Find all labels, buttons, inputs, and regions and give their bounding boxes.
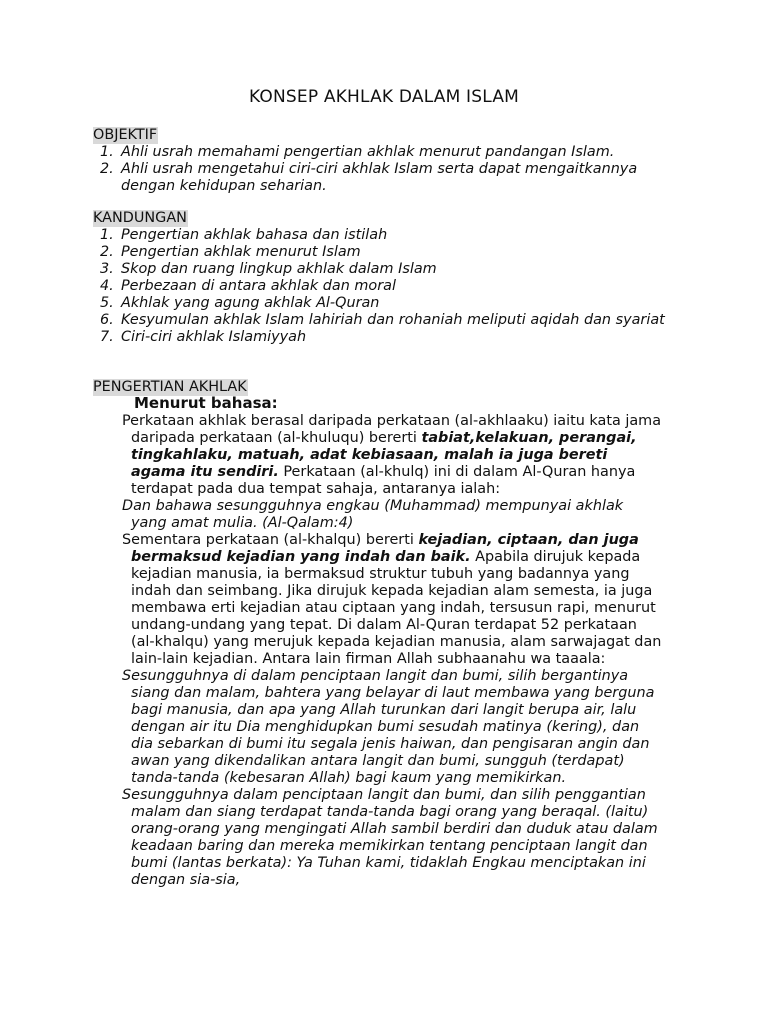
list-item: 4. Perbezaan di antara akhlak dan moral xyxy=(100,278,396,294)
list-item: 1. Ahli usrah memahami pengertian akhlak menurut pandangan Islam. xyxy=(100,144,615,160)
quote-3: Sesungguhnya dalam penciptaan langit dan bumi, dan silih penggantian malam dan siang terdapat tanda-tanda bagi orang yang beraqal. (laitu) orang-orang yang mengingati Allah sambil berdiri dan duduk atau dalam keadaan baring dan mereka memikirkan tentang penciptaan langit dan bumi (lantas berkata): Ya Tuhan kami, tidaklah Engkau menciptakan ini dengan sia-sia, xyxy=(122,787,658,888)
kandungan-list xyxy=(93,227,673,346)
paragraph-1: Perkataan akhlak berasal daripada perkataan (al-akhlaaku) iaitu kata jama daripada perkataan (al-khuluqu) bererti tabiat,kelakuan, perangai, tingkahlaku, matuah, adat kebiasaan, malah ia juga bereti agama itu sendiri. Perkataan (al-khulq) ini di dalam Al-Quran hanya terdapat pada dua tempat sahaja, antaranya ialah: xyxy=(122,413,662,497)
list-item: 2. Ahli usrah mengetahui ciri-ciri akhlak Islam serta dapat mengaitkannya dengan kehidupan seharian. xyxy=(100,161,638,194)
list-item: 6. Kesyumulan akhlak Islam lahiriah dan rohaniah meliputi aqidah dan syariat xyxy=(100,312,665,328)
kandungan-heading: KANDUNGAN xyxy=(93,210,187,226)
subheading: Menurut bahasa: xyxy=(134,394,278,412)
objektif-section xyxy=(93,127,673,195)
pengertian-heading: PENGERTIAN AKHLAK xyxy=(93,379,247,395)
list-item: 1. Pengertian akhlak bahasa dan istilah xyxy=(100,227,388,243)
objektif-list xyxy=(93,144,673,195)
list-item: 7. Ciri-ciri akhlak Islamiyyah xyxy=(100,329,307,345)
objektif-heading: OBJEKTIF xyxy=(93,127,158,143)
paragraph-2: Sementara perkataan (al-khalqu) bererti kejadian, ciptaan, dan juga bermaksud kejadian yang indah dan baik. Apabila dirujuk kepada kejadian manusia, ia bermaksud struktur tubuh yang badannya yang indah dan seimbang. Jika dirujuk kepada kejadian alam semesta, ia juga membawa erti kejadian atau ciptaan yang indah, tersusun rapi, menurut undang-undang yang tepat. Di dalam Al-Quran terdapat 52 perkataan (al-khalqu) yang merujuk kepada kejadian manusia, alam sarwajagat dan lain-lain kejadian. Antara lain firman Allah subhaanahu wa taaala: xyxy=(122,532,662,667)
list-item: 2. Pengertian akhlak menurut Islam xyxy=(100,244,361,260)
document-title: KONSEP AKHLAK DALAM ISLAM xyxy=(248,87,520,107)
pengertian-body xyxy=(122,413,662,889)
list-item: 5. Akhlak yang agung akhlak Al-Quran xyxy=(100,295,380,311)
list-item: 3. Skop dan ruang lingkup akhlak dalam Islam xyxy=(100,261,437,277)
quote-1: Dan bahawa sesungguhnya engkau (Muhammad) mempunyai akhlak yang amat mulia. (Al-Qalam:4) xyxy=(122,498,624,531)
quote-2: Sesungguhnya di dalam penciptaan langit dan bumi, silih bergantinya siang dan malam, bahtera yang belayar di laut membawa yang berguna bagi manusia, dan apa yang Allah turunkan dari langit berupa air, lalu dengan air itu Dia menghidupkan bumi sesudah matinya (kering), dan dia sebarkan di bumi itu segala jenis haiwan, dan pengisaran angin dan awan yang dikendalikan antara langit dan bumi, sungguh (terdapat) tanda-tanda (kebesaran Allah) bagi kaum yang memikirkan. xyxy=(122,668,655,786)
kandungan-section xyxy=(93,210,673,346)
